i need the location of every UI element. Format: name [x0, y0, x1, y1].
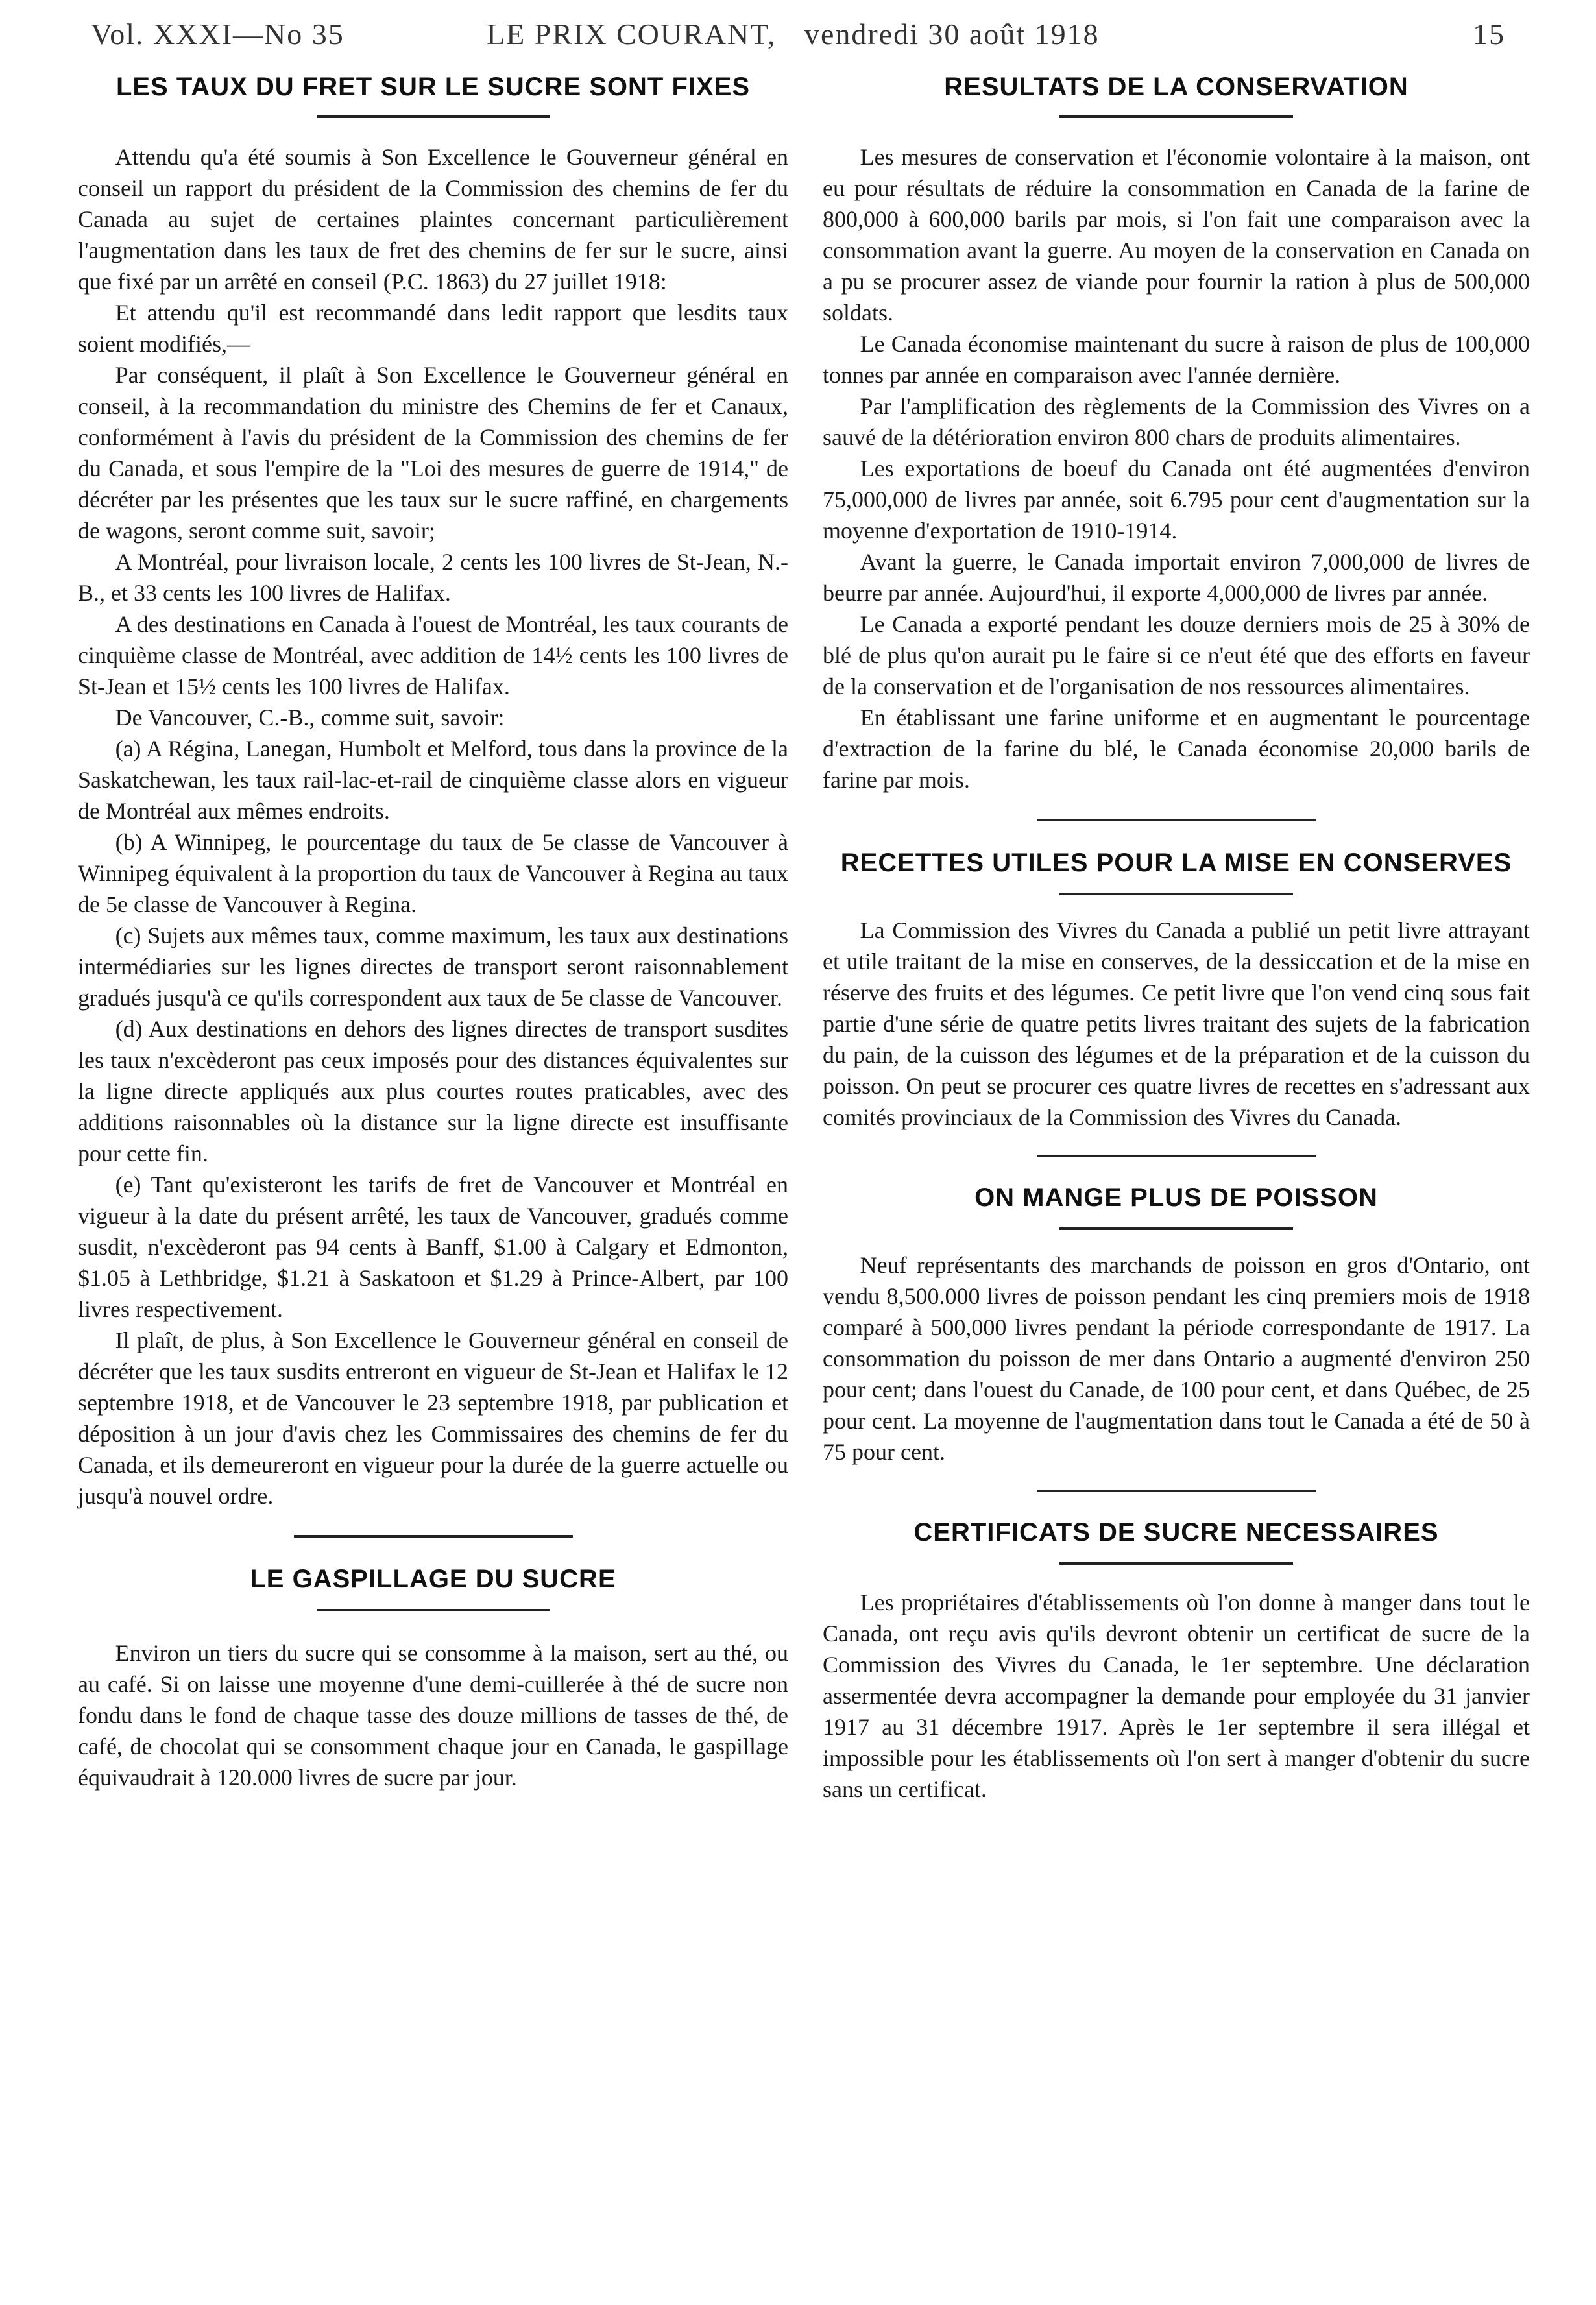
paragraph: Par l'amplification des règlements de la Commission des Vivres on a sauvé de la détérioration environ 800 chars de produits alimentaires. [823, 393, 1530, 450]
paragraph: Les mesures de conservation et l'économie volontaire à la maison, ont eu pour résultats de réduire la consommation en Canada de la farine de 800,000 à 600,000 barils par mois, si l'on fait une comparaison avec la consommation avant la guerre. Au moyen de la conservation en Canada on a pu se procurer assez de viande pour fournir la ration à plus de 500,000 soldats. [823, 144, 1530, 326]
volume-number: Vol. XXXI—No 35 [91, 18, 345, 51]
paragraph: En établissant une farine uniforme et en augmentant le pourcentage d'extraction de la farine du blé, le Canada économise 20,000 barils de farine par mois. [823, 705, 1530, 793]
paragraph: (b) A Winnipeg, le pourcentage du taux de 5e classe de Vancouver à Winnipeg équivalent à la proportion du taux de Vancouver à Regina au taux de 5e classe de Vancouver à Regina. [78, 829, 788, 917]
title-rule [1059, 115, 1293, 118]
paragraph: (e) Tant qu'existeront les tarifs de fret de Vancouver et Montréal en vigueur à la date du présent arrêté, les taux de Vancouver, gradués comme susdit, n'excèderont pas 94 cents à Banff, $1.00 à Calgary et Edmonton, $1.05 à Lethbridge, $1.21 à Saskatoon et $1.29 à Prince-Albert, par 100 livres respectivement. [78, 1172, 788, 1322]
paragraph: Attendu qu'a été soumis à Son Excellence le Gouverneur général en conseil un rapport du président de la Commission des chemins de fer du Canada au sujet de certaines plaintes concernant particulièrement l'augmentation dans les taux de fret des chemins de fer sur le sucre, ainsi que fixé par un arrêté en conseil (P.C. 1863) du 27 juillet 1918: [78, 144, 788, 295]
section-divider [294, 1535, 573, 1538]
paragraph: De Vancouver, C.-B., comme suit, savoir: [115, 705, 505, 730]
article-title: RESULTATS DE LA CONSERVATION [944, 73, 1409, 101]
article-title: LES TAUX DU FRET SUR LE SUCRE SONT FIXES [115, 73, 751, 101]
issue-date: vendredi 30 août 1918 [804, 18, 1100, 51]
left-column [78, 71, 788, 1793]
publication-title: LE PRIX COURANT, [487, 18, 777, 51]
paragraph: A Montréal, pour livraison locale, 2 cents les 100 livres de St-Jean, N.-B., et 33 cents les 100 livres de Halifax. [78, 549, 788, 606]
title-rule [317, 1609, 550, 1611]
paragraph: Et attendu qu'il est recommandé dans ledit rapport que lesdits taux soient modifiés,— [78, 300, 788, 357]
section-divider [1037, 819, 1316, 821]
title-rule [1059, 1562, 1293, 1565]
article-certificats-sucre [823, 1517, 1530, 1805]
paragraph: La Commission des Vivres du Canada a publié un petit livre attrayant et utile traitant de la mise en conserves, de la dessiccation et de la mise en réserve des fruits et des légumes. Ce petit livre que l'on vend cinq sous fait partie d'une série de quatre petits livres traitant des sujets de la fabrication du pain, de la cuisson des légumes et de la préparation et de la cuisson du poisson. On peut se procurer ces quatre livres de recettes en s'adressant aux comités provinciaux de la Commission des Vivres du Canada. [823, 917, 1530, 1130]
paragraph: A des destinations en Canada à l'ouest de Montréal, les taux courants de cinquième classe de Montréal, avec addition de 14½ cents les 100 livres de St-Jean et 15½ cents les 100 livres de Halifax. [78, 611, 788, 699]
article-taux-fret [78, 71, 788, 1512]
right-column [823, 71, 1530, 1805]
title-rule [1059, 1227, 1293, 1230]
article-recettes-utiles [823, 847, 1530, 1133]
paragraph: Il plaît, de plus, à Son Excellence le Gouverneur général en conseil de décréter que les taux susdits entreront en vigueur de St-Jean et Halifax le 12 septembre 1918, et de Vancouver le 23 septembre 1918, par publication et déposition à un jour d'avis chez les Commissaires des chemins de fer du Canada, et ils demeureront en vigueur pour la durée de la guerre actuelle ou jusqu'à nouvel ordre. [78, 1327, 788, 1509]
paragraph: Le Canada économise maintenant du sucre à raison de plus de 100,000 tonnes par année en comparaison avec l'année dernière. [823, 331, 1530, 388]
article-resultats-conservation [823, 71, 1530, 795]
article-poisson [823, 1182, 1530, 1467]
paragraph: Environ un tiers du sucre qui se consomme à la maison, sert au thé, ou au café. Si on laisse une moyenne d'une demi-cuillerée à thé de sucre non fondu dans le fond de chaque tasse des douze millions de tasses de thé, de café, de chocolat qui se consomment chaque jour en Canada, le gaspillage équivaudrait à 120.000 livres de sucre par jour. [78, 1640, 788, 1791]
article-title: RECETTES UTILES POUR LA MISE EN CONSERVES [840, 849, 1512, 877]
section-divider [1037, 1155, 1316, 1157]
running-head [91, 17, 1505, 62]
page-number: 15 [1473, 18, 1505, 51]
section-divider [1037, 1490, 1316, 1492]
article-title: ON MANGE PLUS DE POISSON [974, 1183, 1378, 1212]
paragraph: Le Canada a exporté pendant les douze derniers mois de 25 à 30% de blé de plus qu'on aurait pu le faire si ce n'eut été que des efforts en faveur de la conservation et de l'organisation de nos ressources alimentaires. [823, 611, 1530, 699]
paragraph: Par conséquent, il plaît à Son Excellence le Gouverneur général en conseil, à la recommandation du ministre des Chemins de fer et Canaux, conformément à l'avis du président de la Commission des chemins de fer du Canada, et sous l'empire de la "Loi des mesures de guerre de 1914," de décréter par les présentes que les taux sur le sucre raffiné, en chargements de wagons, seront comme suit, savoir; [78, 362, 788, 544]
paragraph: Les exportations de boeuf du Canada ont été augmentées d'environ 75,000,000 de livres par année, soit 6.795 pour cent d'augmentation sur la moyenne d'exportation de 1910-1914. [823, 455, 1530, 544]
article-gaspillage-sucre [78, 1563, 788, 1793]
paragraph: Les propriétaires d'établissements où l'on donne à manger dans tout le Canada, ont reçu avis qu'ils devront obtenir un certificat de sucre de la Commission des Vivres du Canada, le 1er septembre. Une déclaration assermentée devra accompagner la demande pour employée du 31 janvier 1917 au 31 décembre 1917. Après le 1er septembre il sera illégal et impossible pour les établissements où l'on sert à manger d'obtenir du sucre sans un certificat. [823, 1589, 1530, 1802]
title-rule [317, 115, 550, 118]
article-title: CERTIFICATS DE SUCRE NECESSAIRES [913, 1518, 1439, 1547]
title-rule [1059, 893, 1293, 895]
paragraph: Avant la guerre, le Canada importait environ 7,000,000 de livres de beurre par année. Aujourd'hui, il exporte 4,000,000 de livres par année. [823, 549, 1530, 606]
paragraph: (d) Aux destinations en dehors des lignes directes de transport susdites les taux n'excèderont pas ceux imposés pour des distances équivalentes sur la ligne directe appliqués aux plus courtes routes praticables, avec des additions raisonnables où la distance sur la ligne directe est insuffisante pour cette fin. [78, 1016, 788, 1166]
paragraph: (a) A Régina, Lanegan, Humbolt et Melford, tous dans la province de la Saskatchewan, les taux rail-lac-et-rail de cinquième classe alors en vigueur de Montréal aux mêmes endroits. [78, 736, 788, 824]
article-title: LE GASPILLAGE DU SUCRE [250, 1565, 616, 1593]
paragraph: (c) Sujets aux mêmes taux, comme maximum, les taux aux destinations intermédiaries sur les lignes directes de transport seront raisonnablement gradués jusqu'à ce qu'ils correspondent aux taux de 5e classe de Vancouver. [78, 923, 788, 1011]
paragraph: Neuf représentants des marchands de poisson en gros d'Ontario, ont vendu 8,500.000 livres de poisson pendant les cinq premiers mois de 1918 comparé à 500,000 livres pendant la période correspondante de 1917. La consommation du poisson de mer dans Ontario a augmenté d'environ 250 pour cent; dans l'ouest du Canade, de 100 pour cent, et dans Québec, de 25 pour cent. La moyenne de l'augmentation dans tout le Canada a été de 50 à 75 pour cent. [823, 1252, 1530, 1465]
